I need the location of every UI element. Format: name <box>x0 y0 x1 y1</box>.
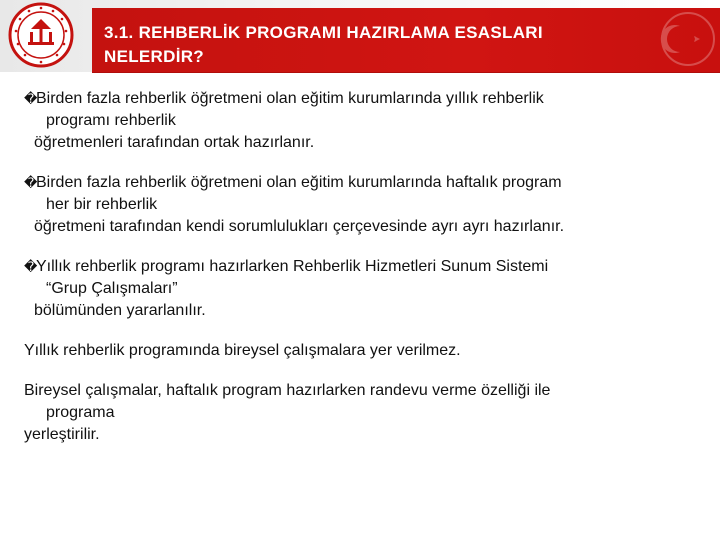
paragraph-line: “Grup Çalışmaları” <box>46 280 178 297</box>
decorative-emblem-icon <box>636 6 720 72</box>
meb-logo-icon <box>8 2 74 68</box>
bullet-icon: � <box>24 175 38 190</box>
slide-header <box>0 0 720 72</box>
page-title-line-1: 3.1. REHBERLİK PROGRAMI HAZIRLAMA ESASLARI <box>104 23 543 42</box>
paragraph-line: öğretmeni tarafından kendi sorumlulukları çerçevesinde ayrı ayrı hazırlanır. <box>34 218 565 235</box>
paragraph-line: öğretmenleri tarafından ortak hazırlanır. <box>34 134 315 151</box>
paragraph-line: programı rehberlik <box>46 112 176 129</box>
plain-paragraph-2 <box>24 380 704 446</box>
paragraph-line: programa <box>46 404 115 421</box>
page-title-line-2: NELERDİR? <box>104 47 204 66</box>
plain-paragraph-1 <box>24 340 704 362</box>
bullet-icon: � <box>24 259 38 274</box>
slide-body <box>24 88 704 464</box>
paragraph-line <box>24 88 704 110</box>
bullet-icon: � <box>24 91 38 106</box>
paragraph-line: bölümünden yararlanılır. <box>34 302 206 319</box>
paragraph-line: Yıllık rehberlik programında bireysel çalışmalara yer verilmez. <box>24 342 461 359</box>
paragraph-text: Birden fazla rehberlik öğretmeni olan eğitim kurumlarında yıllık rehberlik <box>36 90 544 107</box>
paragraph-line: Bireysel çalışmalar, haftalık program hazırlarken randevu verme özelliği ile <box>24 382 551 399</box>
paragraph-line <box>24 256 704 278</box>
paragraph-text: Birden fazla rehberlik öğretmeni olan eğitim kurumlarında haftalık program <box>36 174 562 191</box>
paragraph-line: yerleştirilir. <box>24 426 100 443</box>
page-title <box>104 21 704 69</box>
bullet-paragraph-1 <box>24 88 704 154</box>
bullet-paragraph-3 <box>24 256 704 322</box>
paragraph-text: Yıllık rehberlik programı hazırlarken Rehberlik Hizmetleri Sunum Sistemi <box>36 258 549 275</box>
paragraph-line <box>24 172 704 194</box>
paragraph-line: her bir rehberlik <box>46 196 158 213</box>
bullet-paragraph-2 <box>24 172 704 238</box>
